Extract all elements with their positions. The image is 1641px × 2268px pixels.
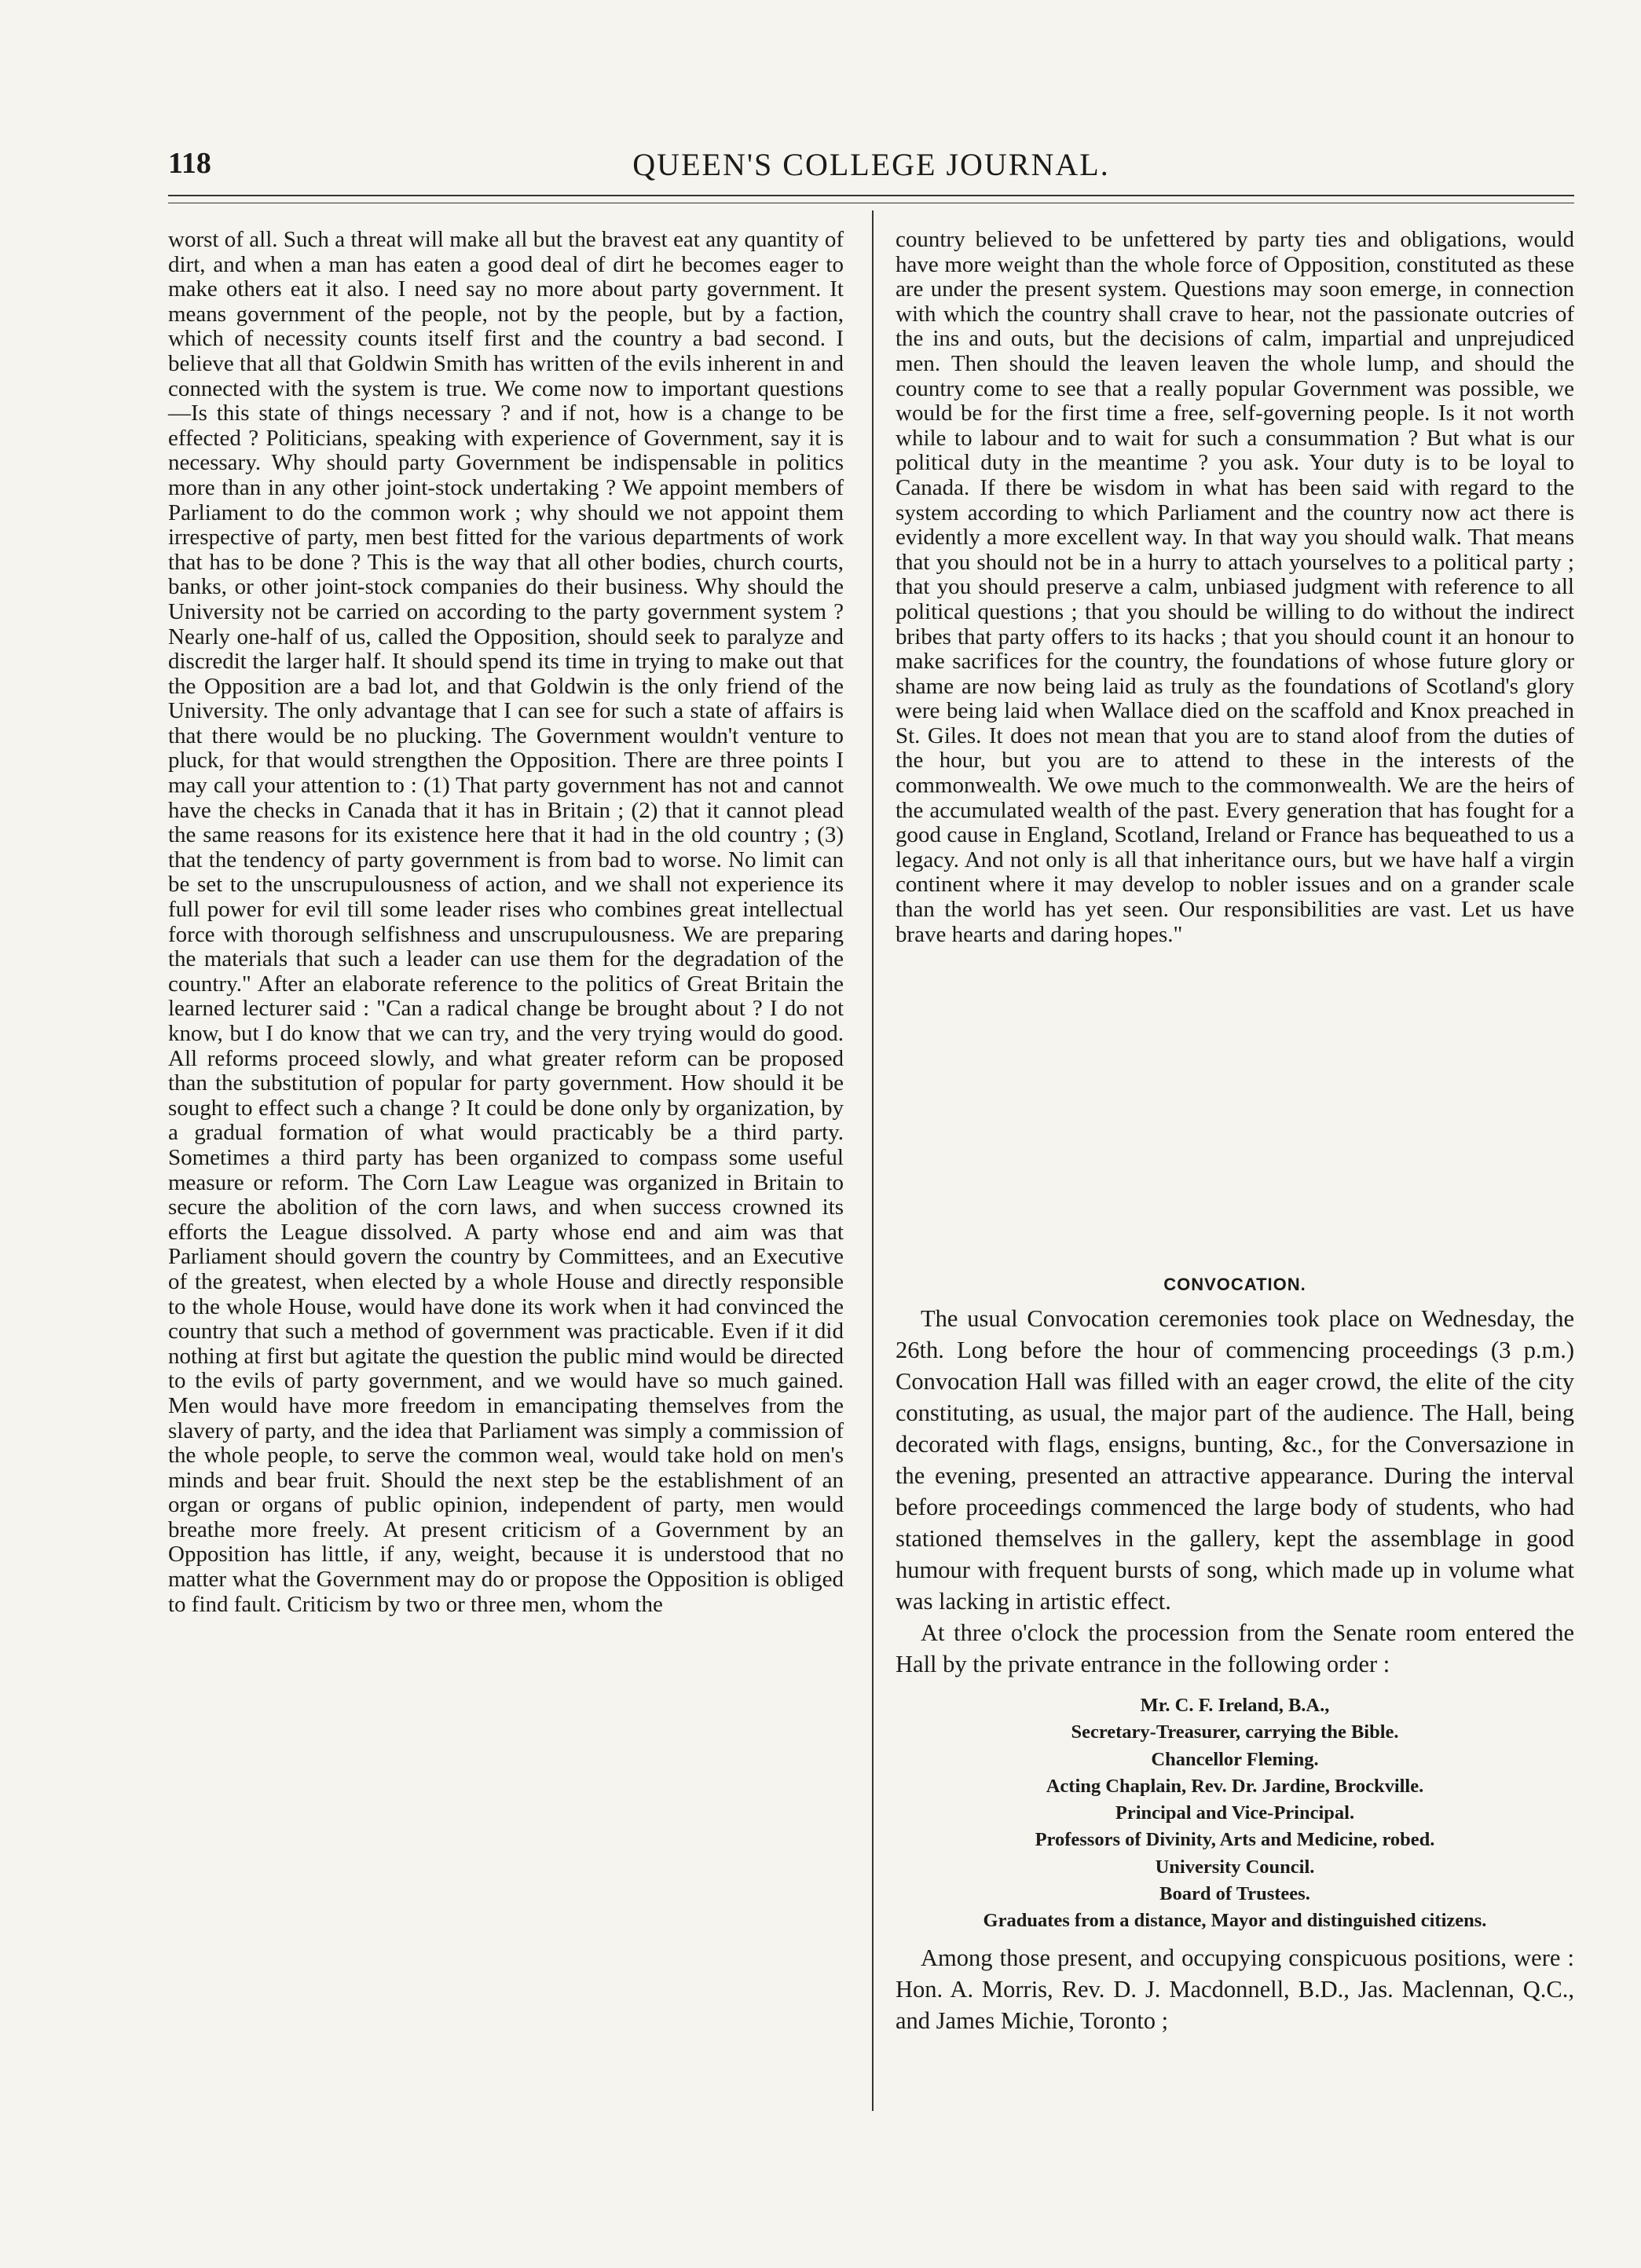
procession-item: Professors of Divinity, Arts and Medicine, robed. xyxy=(1035,1829,1435,1851)
procession-list xyxy=(896,1692,1574,1934)
header-rule xyxy=(168,195,1574,196)
procession-item: Graduates from a distance, Mayor and distinguished citizens. xyxy=(983,1910,1487,1932)
left-column-text: worst of all. Such a threat will make all but the bravest eat any quantity of dirt, and when a man has eaten a good deal of dirt he becomes eager to make others eat it also. I need say no more about party government. It means government of the people, not by the people, but by a faction, which of necessity counts itself first and the country a bad second. I believe that all that Goldwin Smith has written of the evils inherent in and connected with the system is true. We come now to important questions—Is this state of things necessary ? and if not, how is a change to be effected ? Politicians, speaking with experience of Government, say it is necessary. Why should party Government be indispensable in politics more than in any other joint-stock undertaking ? We appoint members of Parliament to do the common work ; why should we not appoint them irrespective of party, men best fitted for the various departments of work that has to be done ? This is the way that all other bodies, church courts, banks, or other joint-stock companies do their business. Why should the University not be carried on according to the party government system ? Nearly one-half of us, called the Opposition, should seek to paralyze and discredit the larger half. It should spend its time in trying to make out that the Opposition are a bad lot, and that Goldwin is the only friend of the University. The only advantage that I can see for such a state of affairs is that there would be no plucking. The Government wouldn't venture to pluck, for that would strengthen the Opposition. There are three points I may call your attention to : (1) That party government has not and cannot have the checks in Canada that it has in Britain ; (2) that it cannot plead the same reasons for its existence here that it had in the old country ; (3) that the tendency of party government is from bad to worse. No limit can be set to the unscrupulousness of action, and we shall not experience its full power for evil till some leader rises who combines great intellectual force with thorough selfishness and unscrupulousness. We are preparing the materials that such a leader can use them for the degradation of the country." After an elaborate reference to the politics of Great Britain the learned lecturer said : "Can a radical change be brought about ? I do not know, but I do know that we can try, and the very trying would do good. All reforms proceed slowly, and what greater reform can be proposed than the substitution of popular for party government. How should it be sought to effect such a change ? It could be done only by organization, by a gradual formation of what would practicably be a third party. Sometimes a third party has been organized to compass some useful measure or reform. The Corn Law League was organized in Britain to secure the abolition of the corn laws, and when success crowned its efforts the League dissolved. A party whose end and aim was that Parliament should govern the country by Committees, and an Executive of the greatest, when elected by a whole House and directly responsible to the whole House, would have done its work when it had convinced the country that such a method of government was practicable. Even if it did nothing at first but agitate the question the public mind would be directed to the evils of party government, and we would have so much gained. Men would have more freedom in emancipating themselves from the slavery of party, and the idea that Parliament was simply a commission of the whole people, to serve the common weal, would take hold on men's minds and bear fruit. Should the next step be the establishment of an organ or organs of public opinion, independent of party, men would breathe more freely. At present criticism of a Government by an Opposition has little, if any, weight, because it is understood that no matter what the Government may do or propose the Opposition is obliged to find fault. Criticism by two or three men, whom the xyxy=(168,227,844,1617)
page-header xyxy=(168,146,1574,187)
right-column xyxy=(896,228,1574,947)
procession-item: Secretary-Treasurer, carrying the Bible. xyxy=(1071,1721,1399,1743)
journal-title: QUEEN'S COLLEGE JOURNAL. xyxy=(632,147,1110,182)
procession-item: University Council. xyxy=(1155,1856,1315,1878)
section-heading-convocation: CONVOCATION. xyxy=(1163,1275,1306,1294)
convocation-section xyxy=(896,1260,1574,2036)
procession-item: Principal and Vice-Principal. xyxy=(1115,1802,1355,1824)
column-divider xyxy=(872,210,874,2111)
procession-item: Mr. C. F. Ireland, B.A., xyxy=(1140,1695,1330,1716)
right-column-continuation: country believed to be unfettered by party ties and obligations, would have more weight than the whole force of Opposition, constituted as these are under the present system. Questions may soon emerge, in connection with which the country shall crave to hear, not the passionate outcries of the ins and outs, but the decisions of calm, impartial and unprejudiced men. Then should the leaven leaven the whole lump, and should the country come to see that a really popular Government was possible, we would be for the first time a free, self-governing people. Is it not worth while to labour and to wait for such a consummation ? But what is our political duty in the meantime ? you ask. Your duty is to be loyal to Canada. If there be wisdom in what has been said with regard to the system according to which Parliament and the country now act there is evidently a more excellent way. In that way you should walk. That means that you should not be in a hurry to attach yourselves to a political party ; that you should preserve a calm, unbiased judgment with reference to all political questions ; that you should be willing to do without the indirect bribes that party offers to its hacks ; that you should count it an honour to make sacrifices for the country, the foundations of whose future glory or shame are now being laid as truly as the foundations of Scotland's glory were being laid when Wallace died on the scaffold and Knox preached in St. Giles. It does not mean that you are to stand aloof from the duties of the hour, but you are to attend to these in the interests of the commonwealth. We owe much to the commonwealth. We are the heirs of the accumulated wealth of the past. Every generation that has fought for a good cause in England, Scotland, Ireland or France has bequeathed to us a legacy. And not only is all that inheritance ours, but we have half a virgin continent where it may develop to nobler issues and on a grander scale than the world has yet seen. Our responsibilities are vast. Let us have brave hearts and daring hopes." xyxy=(896,227,1574,947)
procession-item: Chancellor Fleming. xyxy=(1151,1748,1319,1770)
procession-item: Acting Chaplain, Rev. Dr. Jardine, Brockville. xyxy=(1046,1775,1424,1797)
left-column xyxy=(168,228,844,1617)
page-number: 118 xyxy=(168,147,211,180)
procession-intro: At three o'clock the procession from the Senate room entered the Hall by the private entrance in the following order : xyxy=(896,1619,1574,1677)
procession-item: Board of Trustees. xyxy=(1159,1883,1310,1905)
attendees-paragraph: Among those present, and occupying conspicuous positions, were : Hon. A. Morris, Rev. D. J. Macdonnell, B.D., Jas. Maclennan, Q.C., and James Michie, Toronto ; xyxy=(896,1944,1574,2035)
convocation-paragraph: The usual Convocation ceremonies took place on Wednesday, the 26th. Long before the hour of commencing proceedings (3 p.m.) Convocation Hall was filled with an eager crowd, the elite of the city constituting, as usual, the major part of the audience. The Hall, being decorated with flags, ensigns, bunting, &c., for the Conversazione in the evening, presented an attractive appearance. During the interval before proceedings commenced the large body of students, who had stationed themselves in the gallery, kept the assemblage in good humour with frequent bursts of song, which made up in volume what was lacking in artistic effect. xyxy=(896,1305,1574,1615)
